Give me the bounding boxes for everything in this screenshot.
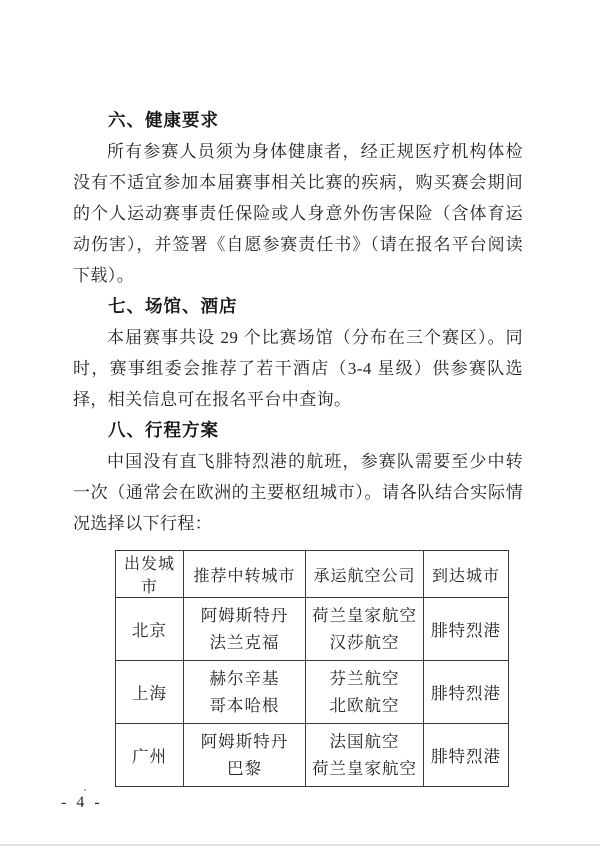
cell-airlines [306, 598, 424, 661]
section-paragraph-itinerary: 中国没有直飞腓特烈港的航班，参赛队需要至少中转一次（通常会在欧洲的主要枢纽城市）。请各队结合实际情况选择以下行程： [73, 452, 523, 533]
transfer-option: 阿姆斯特丹 [200, 732, 289, 751]
transfer-option: 赫尔辛基 [209, 669, 280, 688]
cell-airlines [306, 724, 424, 787]
table-row-guangzhou [116, 724, 509, 787]
table-header-row [116, 551, 509, 598]
cell-arrival: 腓特烈港 [424, 661, 509, 724]
section-paragraph-health: 所有参赛人员须为身体健康者，经正规医疗机构体检没有不适宜参加本届赛事相关比赛的疾病，购买赛会期间的个人运动赛事责任保险或人身意外伤害保险（含体育运动伤害），并签署《自愿参赛责任书》（请在报名平台阅读下载）。 [73, 142, 523, 285]
cell-transfer [184, 724, 306, 787]
cell-airlines [306, 661, 424, 724]
cell-transfer [184, 598, 306, 661]
cell-departure: 北京 [116, 598, 184, 661]
section-heading-venues: 七、场馆、酒店 [108, 296, 238, 316]
section-heading-health: 六、健康要求 [108, 110, 219, 130]
table-row-shanghai [116, 661, 509, 724]
scan-edge-artifact [0, 844, 600, 846]
airline-option: 北欧航空 [329, 696, 400, 715]
airline-option: 法国航空 [329, 732, 400, 751]
scan-noise-dot [84, 789, 86, 791]
cell-departure: 广州 [116, 724, 184, 787]
page-number: - 4 - [61, 794, 103, 811]
cell-departure: 上海 [116, 661, 184, 724]
col-header-arrival-city: 到达城市 [424, 551, 509, 598]
transfer-option: 巴黎 [227, 759, 262, 778]
airline-option: 汉莎航空 [329, 633, 400, 652]
document-content [73, 105, 523, 787]
transfer-option: 法兰克福 [209, 633, 280, 652]
section-heading-itinerary: 八、行程方案 [108, 420, 219, 440]
itinerary-table [115, 550, 509, 787]
airline-option: 芬兰航空 [329, 669, 400, 688]
cell-arrival: 腓特烈港 [424, 724, 509, 787]
cell-transfer [184, 661, 306, 724]
transfer-option: 哥本哈根 [209, 696, 280, 715]
section-paragraph-venues: 本届赛事共设 29 个比赛场馆（分布在三个赛区）。同时，赛事组委会推荐了若干酒店（3-4 星级）供参赛队选择，相关信息可在报名平台中查询。 [73, 328, 523, 409]
table-row-beijing [116, 598, 509, 661]
airline-option: 荷兰皇家航空 [312, 606, 417, 625]
col-header-departure-city: 出发城市 [116, 551, 184, 598]
airline-option: 荷兰皇家航空 [312, 759, 417, 778]
transfer-option: 阿姆斯特丹 [200, 606, 289, 625]
col-header-airline: 承运航空公司 [306, 551, 424, 598]
col-header-transfer-city: 推荐中转城市 [184, 551, 306, 598]
cell-arrival: 腓特烈港 [424, 598, 509, 661]
